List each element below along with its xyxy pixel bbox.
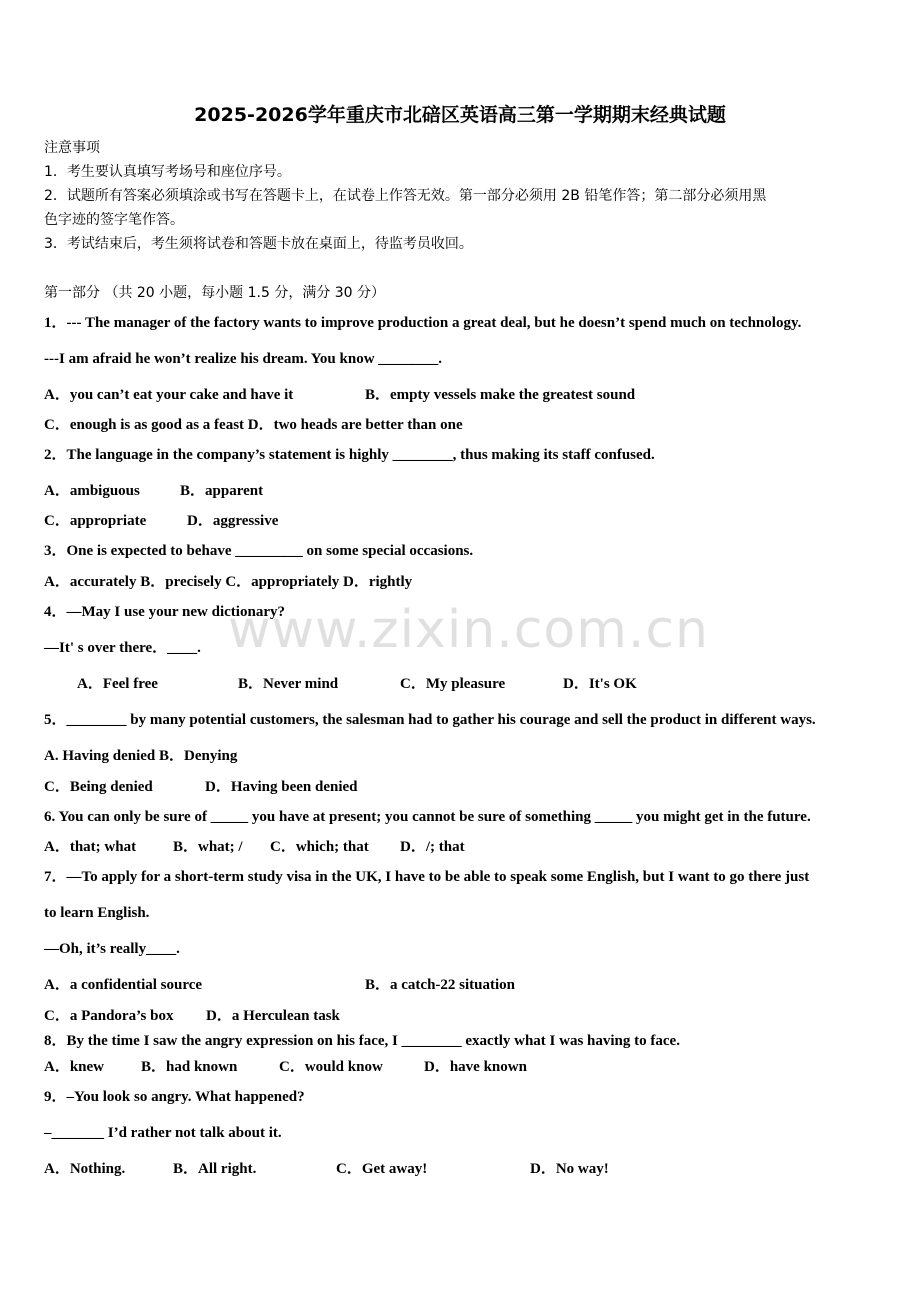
option-7d: D．a Herculean task (206, 1008, 340, 1024)
option-8d: D．have known (424, 1059, 527, 1075)
option-4c: C．My pleasure (400, 676, 506, 692)
options-1cd: C．enough is as good as a feast D．two heads are better than one (44, 417, 463, 433)
options-5ab: A. Having denied B．Denying (44, 748, 238, 764)
option-8c: C．would know (279, 1059, 383, 1075)
section-heading: 第一部分 （共 20 小题，每小题 1.5 分，满分 30 分） (44, 285, 386, 301)
option-1b: B．empty vessels make the greatest sound (365, 387, 636, 403)
option-9a: A．Nothing. (44, 1161, 126, 1177)
option-9b: B．All right. (173, 1161, 257, 1177)
option-4a: A．Feel free (77, 676, 158, 692)
option-9c: C．Get away! (336, 1161, 428, 1177)
option-2b: B．apparent (180, 483, 264, 499)
notice-item: 1．考生要认真填写考场号和座位序号。 (44, 164, 291, 180)
options-3: A．accurately B．precisely C．appropriately D．rightly (44, 574, 413, 590)
option-8b: B．had known (141, 1059, 238, 1075)
question-9-line-2: –_______ I’d rather not talk about it. (44, 1125, 282, 1141)
option-1a: A．you can’t eat your cake and have it (44, 387, 294, 403)
option-4d: D．It's OK (563, 676, 637, 692)
option-5d: D．Having been denied (205, 779, 358, 795)
question-4: 4．—May I use your new dictionary? (44, 604, 285, 620)
question-1: 1．--- The manager of the factory wants to improve production a great deal, but he doesn’t spend much on technology. (44, 315, 802, 331)
notice-item: 3．考试结束后，考生须将试卷和答题卡放在桌面上，待监考员收回。 (44, 236, 473, 252)
page-title: 2025-2026学年重庆市北碚区英语高三第一学期期末经典试题 (194, 104, 726, 126)
option-7c: C．a Pandora’s box (44, 1008, 174, 1024)
option-6b: B．what; / (173, 839, 243, 855)
watermark: www.zixin.com.cn (228, 600, 709, 660)
option-2d: D．aggressive (187, 513, 279, 529)
option-9d: D．No way! (530, 1161, 609, 1177)
question-1-line-2: ---I am afraid he won’t realize his dream. You know ________. (44, 351, 443, 367)
notice-item: 色字迹的签字笔作答。 (44, 212, 184, 228)
option-2c: C．appropriate (44, 513, 147, 529)
notice-heading: 注意事项 (44, 140, 100, 156)
option-6d: D．/; that (400, 839, 465, 855)
question-7: 7．—To apply for a short-term study visa in the UK, I have to be able to speak some English, but I want to go there just (44, 869, 810, 885)
question-7-line-3: —Oh, it’s really____. (44, 941, 180, 957)
option-2a: A．ambiguous (44, 483, 140, 499)
question-8: 8．By the time I saw the angry expression on his face, I ________ exactly what I was having to face. (44, 1033, 680, 1049)
question-9: 9．–You look so angry. What happened? (44, 1089, 305, 1105)
option-6a: A．that; what (44, 839, 137, 855)
notice-item: 2．试题所有答案必须填涂或书写在答题卡上，在试卷上作答无效。第一部分必须用 2B 铅笔作答；第二部分必须用黑 (44, 188, 767, 204)
option-8a: A．knew (44, 1059, 105, 1075)
option-6c: C．which; that (270, 839, 369, 855)
option-4b: B．Never mind (238, 676, 339, 692)
option-7b: B．a catch-22 situation (365, 977, 516, 993)
option-5c: C．Being denied (44, 779, 153, 795)
question-2: 2．The language in the company’s statement is highly ________, thus making its staff confused. (44, 447, 655, 463)
option-7a: A．a confidential source (44, 977, 203, 993)
question-3: 3．One is expected to behave _________ on some special occasions. (44, 543, 474, 559)
question-6: 6. You can only be sure of _____ you have at present; you cannot be sure of something _____ you might get in the future. (44, 809, 811, 825)
question-5: 5．________ by many potential customers, the salesman had to gather his courage and sell the product in different ways. (44, 712, 816, 728)
question-4-line-2: —It' s over there．____. (44, 640, 201, 656)
question-7-line-2: to learn English. (44, 905, 150, 921)
